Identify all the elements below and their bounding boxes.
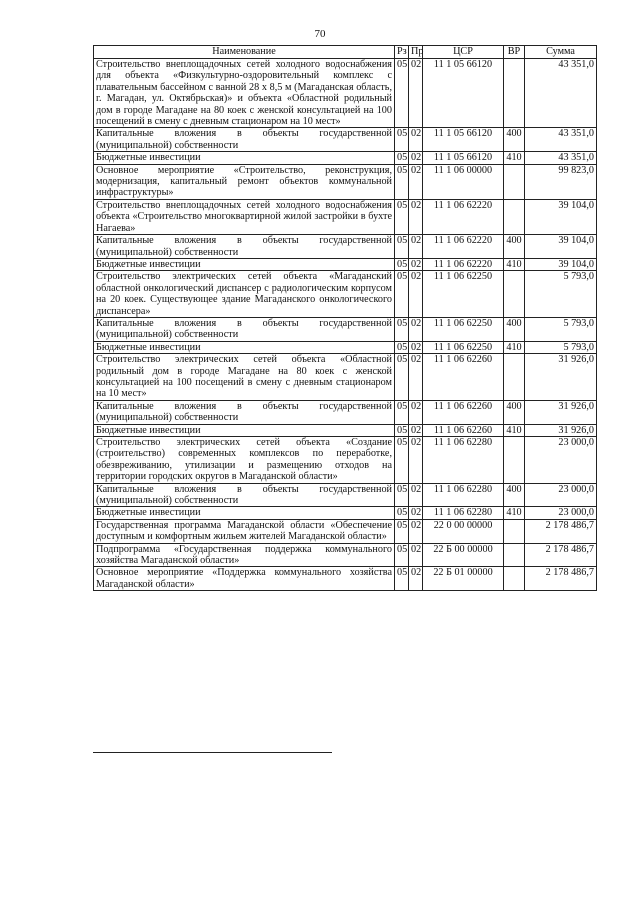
row-csr: 11 1 06 62280	[423, 437, 504, 484]
row-name: Основное мероприятие «Поддержка коммунального хозяйства Магаданской области»	[94, 567, 395, 591]
row-vr: 400	[504, 128, 525, 152]
row-rz: 05	[395, 341, 409, 353]
row-name: Строительство электрических сетей объекта «Магаданский областной онкологический диспансер с радиологическим корпусом на 20 коек. Существующее здание Магаданского онкологического диспансера»	[94, 271, 395, 318]
row-vr	[504, 59, 525, 128]
row-name: Основное мероприятие «Строительство, реконструкция, модернизация, капитальный ремонт объектов коммунальной инфраструктуры»	[94, 164, 395, 199]
table-row	[94, 354, 597, 401]
row-pr: 02	[409, 59, 423, 128]
row-sum: 39 104,0	[525, 235, 597, 259]
table-row	[94, 424, 597, 436]
table-row	[94, 400, 597, 424]
row-rz: 05	[395, 567, 409, 591]
table-row	[94, 235, 597, 259]
row-vr: 410	[504, 258, 525, 270]
table-row	[94, 567, 597, 591]
table-row	[94, 164, 597, 199]
row-vr	[504, 199, 525, 234]
row-sum: 2 178 486,7	[525, 543, 597, 567]
page-number: 70	[314, 28, 326, 40]
row-sum: 5 793,0	[525, 271, 597, 318]
row-name: Подпрограмма «Государственная поддержка коммунального хозяйства Магаданской области»	[94, 543, 395, 567]
row-pr: 02	[409, 199, 423, 234]
row-pr: 02	[409, 483, 423, 507]
row-name: Бюджетные инвестиции	[94, 258, 395, 270]
row-csr: 11 1 06 62280	[423, 483, 504, 507]
row-vr	[504, 354, 525, 401]
row-rz: 05	[395, 258, 409, 270]
row-name: Капитальные вложения в объекты государственной (муниципальной) собственности	[94, 400, 395, 424]
header-rz: Рз	[395, 46, 409, 59]
row-vr: 410	[504, 507, 525, 519]
row-name: Бюджетные инвестиции	[94, 152, 395, 164]
table-row	[94, 258, 597, 270]
header-pr: Пр	[409, 46, 423, 59]
row-rz: 05	[395, 400, 409, 424]
row-name: Строительство электрических сетей объекта «Создание (строительство) современных комплексов по переработке, обезвреживанию, утилизации и размещению отходов на территории городских округов в Магаданской области»	[94, 437, 395, 484]
row-rz: 05	[395, 437, 409, 484]
row-name: Капитальные вложения в объекты государственной (муниципальной) собственности	[94, 317, 395, 341]
row-rz: 05	[395, 507, 409, 519]
row-vr	[504, 437, 525, 484]
row-sum: 2 178 486,7	[525, 519, 597, 543]
row-vr: 400	[504, 483, 525, 507]
row-sum: 23 000,0	[525, 437, 597, 484]
row-pr: 02	[409, 400, 423, 424]
table-header-row	[94, 46, 597, 59]
row-csr: 11 1 06 62250	[423, 317, 504, 341]
header-sum: Сумма	[525, 46, 597, 59]
row-pr: 02	[409, 258, 423, 270]
row-pr: 02	[409, 424, 423, 436]
row-sum: 31 926,0	[525, 400, 597, 424]
row-vr: 410	[504, 341, 525, 353]
row-pr: 02	[409, 437, 423, 484]
row-pr: 02	[409, 543, 423, 567]
row-pr: 02	[409, 164, 423, 199]
table-row	[94, 271, 597, 318]
row-sum: 5 793,0	[525, 317, 597, 341]
row-name: Строительство электрических сетей объекта «Областной родильный дом в городе Магадане на 80 коек с женской консультацией на 100 посещений в смену с дневным стационаром на 10 мест»	[94, 354, 395, 401]
row-vr: 400	[504, 317, 525, 341]
row-name: Бюджетные инвестиции	[94, 507, 395, 519]
table-row	[94, 341, 597, 353]
row-vr: 400	[504, 235, 525, 259]
table-row	[94, 199, 597, 234]
row-csr: 11 1 06 62280	[423, 507, 504, 519]
row-csr: 11 1 05 66120	[423, 128, 504, 152]
header-vr: ВР	[504, 46, 525, 59]
table-row	[94, 317, 597, 341]
table-row	[94, 543, 597, 567]
row-pr: 02	[409, 341, 423, 353]
row-pr: 02	[409, 152, 423, 164]
row-vr	[504, 271, 525, 318]
row-rz: 05	[395, 199, 409, 234]
row-csr: 11 1 06 62220	[423, 258, 504, 270]
row-pr: 02	[409, 128, 423, 152]
row-csr: 11 1 06 62220	[423, 235, 504, 259]
row-csr: 11 1 06 62260	[423, 354, 504, 401]
row-sum: 5 793,0	[525, 341, 597, 353]
row-vr	[504, 543, 525, 567]
row-pr: 02	[409, 317, 423, 341]
row-sum: 43 351,0	[525, 152, 597, 164]
row-pr: 02	[409, 354, 423, 401]
row-csr: 22 Б 00 00000	[423, 543, 504, 567]
row-vr	[504, 519, 525, 543]
table-row	[94, 507, 597, 519]
row-pr: 02	[409, 567, 423, 591]
row-name: Строительство внеплощадочных сетей холодного водоснабжения для объекта «Физкультурно-оздоровительный комплекс с плавательным бассейном с ванной 28 х 8,5 м (Магаданская область, г. Магадан, ул. Октябрьская)» и объекта «Областной родильный дом в городе Магадане на 80 коек с женской консультацией на 100 посещений в смену с дневным стационаром на 10 мест»	[94, 59, 395, 128]
row-name: Бюджетные инвестиции	[94, 341, 395, 353]
row-pr: 02	[409, 271, 423, 318]
table-row	[94, 519, 597, 543]
row-vr: 410	[504, 152, 525, 164]
row-rz: 05	[395, 59, 409, 128]
row-rz: 05	[395, 354, 409, 401]
row-name: Государственная программа Магаданской области «Обеспечение доступным и комфортным жильем жителей Магаданской области»	[94, 519, 395, 543]
row-name: Капитальные вложения в объекты государственной (муниципальной) собственности	[94, 128, 395, 152]
row-vr	[504, 567, 525, 591]
row-csr: 11 1 06 62220	[423, 199, 504, 234]
row-sum: 39 104,0	[525, 258, 597, 270]
row-name: Капитальные вложения в объекты государственной (муниципальной) собственности	[94, 235, 395, 259]
row-rz: 05	[395, 235, 409, 259]
row-sum: 31 926,0	[525, 424, 597, 436]
row-pr: 02	[409, 507, 423, 519]
row-rz: 05	[395, 317, 409, 341]
row-csr: 22 0 00 00000	[423, 519, 504, 543]
row-rz: 05	[395, 152, 409, 164]
row-csr: 11 1 05 66120	[423, 152, 504, 164]
row-sum: 23 000,0	[525, 507, 597, 519]
table-row	[94, 59, 597, 128]
header-csr: ЦСР	[423, 46, 504, 59]
row-rz: 05	[395, 164, 409, 199]
row-csr: 11 1 06 62250	[423, 271, 504, 318]
row-pr: 02	[409, 235, 423, 259]
table-row	[94, 437, 597, 484]
row-name: Строительство внеплощадочных сетей холодного водоснабжения объекта «Строительство многоквартирной жилой застройки в бухте Нагаева»	[94, 199, 395, 234]
row-sum: 31 926,0	[525, 354, 597, 401]
header-name: Наименование	[94, 46, 395, 59]
row-rz: 05	[395, 128, 409, 152]
row-rz: 05	[395, 424, 409, 436]
row-rz: 05	[395, 519, 409, 543]
row-sum: 23 000,0	[525, 483, 597, 507]
table-row	[94, 152, 597, 164]
row-sum: 39 104,0	[525, 199, 597, 234]
row-rz: 05	[395, 271, 409, 318]
table-row	[94, 483, 597, 507]
row-vr: 410	[504, 424, 525, 436]
row-csr: 11 1 06 62260	[423, 400, 504, 424]
row-sum: 99 823,0	[525, 164, 597, 199]
row-csr: 11 1 06 00000	[423, 164, 504, 199]
row-name: Капитальные вложения в объекты государственной (муниципальной) собственности	[94, 483, 395, 507]
row-csr: 11 1 06 62260	[423, 424, 504, 436]
table-row	[94, 128, 597, 152]
row-pr: 02	[409, 519, 423, 543]
row-vr: 400	[504, 400, 525, 424]
row-rz: 05	[395, 543, 409, 567]
row-csr: 22 Б 01 00000	[423, 567, 504, 591]
row-sum: 43 351,0	[525, 128, 597, 152]
row-vr	[504, 164, 525, 199]
row-sum: 2 178 486,7	[525, 567, 597, 591]
budget-table	[93, 45, 597, 591]
footnote-divider	[93, 752, 332, 753]
row-csr: 11 1 05 66120	[423, 59, 504, 128]
row-name: Бюджетные инвестиции	[94, 424, 395, 436]
row-rz: 05	[395, 483, 409, 507]
row-sum: 43 351,0	[525, 59, 597, 128]
row-csr: 11 1 06 62250	[423, 341, 504, 353]
